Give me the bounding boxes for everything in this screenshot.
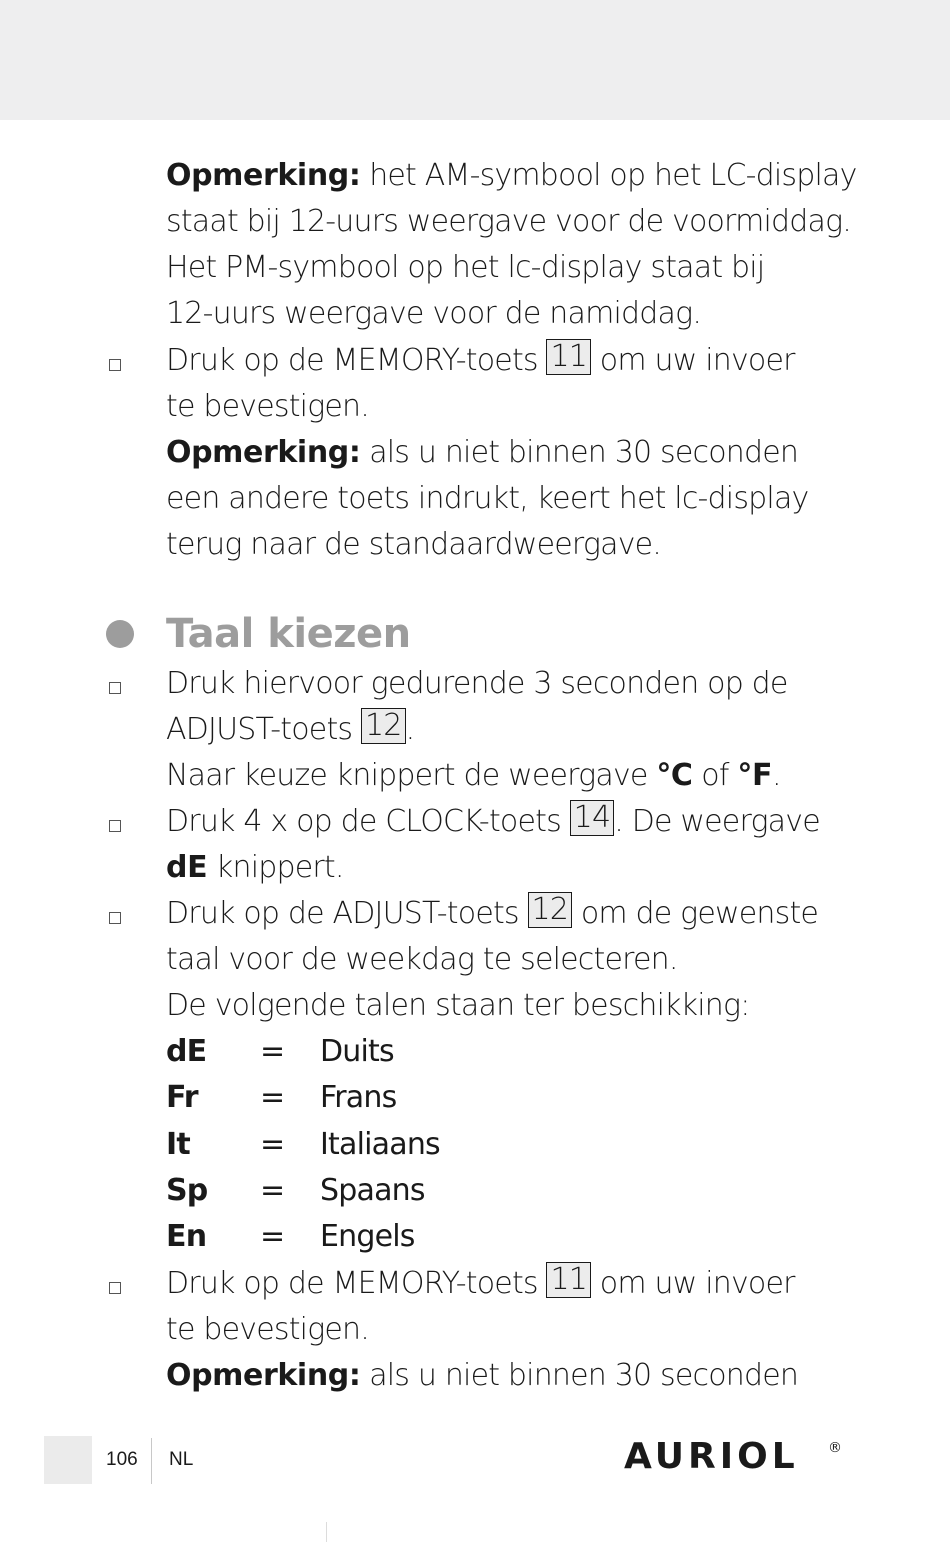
- step-line: taal voor de weekdag te selecteren.: [166, 942, 678, 977]
- step-line: De volgende talen staan ter beschikking:: [166, 988, 750, 1023]
- step-line: te bevestigen.: [166, 1312, 370, 1347]
- step-text: .: [772, 758, 781, 793]
- step-text: Druk op de MEMORY-toets: [166, 1266, 547, 1301]
- step-line: [166, 845, 344, 891]
- language-name: Frans: [320, 1080, 397, 1115]
- header-band: [0, 0, 950, 120]
- language-code: Sp: [166, 1173, 208, 1208]
- section-bullet-icon: [106, 620, 134, 648]
- note-label: Opmerking:: [166, 1358, 361, 1393]
- section-title: Taal kiezen: [166, 611, 411, 657]
- step-text: of: [692, 758, 738, 793]
- step-line: [166, 1261, 795, 1307]
- language-code: En: [166, 1219, 207, 1254]
- step-line: Druk hiervoor gedurende 3 seconden op de: [166, 666, 788, 701]
- key-number: 14: [570, 800, 615, 836]
- step-checkbox: [109, 912, 121, 924]
- language-row: [0, 1214, 950, 1260]
- step-line: [166, 799, 820, 845]
- note-line: een andere toets indrukt, keert het lc-display: [166, 481, 809, 516]
- step-text: Naar keuze knippert de weergave: [166, 758, 657, 793]
- step-text: om de gewenste: [572, 896, 819, 931]
- note-line: [166, 153, 857, 199]
- note-label: Opmerking:: [166, 158, 361, 193]
- step-text: knippert.: [207, 850, 344, 885]
- step-text: Druk op de MEMORY-toets: [166, 343, 547, 378]
- step-text: Druk 4 x op de CLOCK-toets: [166, 804, 570, 839]
- language-row: [0, 1029, 950, 1075]
- step-text: .: [405, 712, 415, 747]
- step-text: Druk op de ADJUST-toets: [166, 896, 528, 931]
- equals-sign: =: [260, 1219, 285, 1254]
- key-number: 12: [361, 708, 406, 744]
- note-line: Het PM-symbool op het lc-display staat bij: [166, 250, 765, 285]
- page-number: 106: [106, 1449, 138, 1470]
- language-name: Engels: [320, 1219, 415, 1254]
- step-text: . De weergave: [614, 804, 820, 839]
- unit-fahrenheit: °F: [737, 758, 773, 793]
- language-row: [0, 1075, 950, 1121]
- note-line: staat bij 12-uurs weergave voor de voormiddag.: [166, 204, 852, 239]
- note-line: [166, 1353, 798, 1399]
- note-text: het AM-symbool op het LC-display: [360, 158, 857, 193]
- equals-sign: =: [260, 1127, 285, 1162]
- key-number: 12: [528, 892, 573, 928]
- step-checkbox: [109, 359, 121, 371]
- step-text: ADJUST-toets: [166, 712, 361, 747]
- step-text: om uw invoer: [591, 343, 795, 378]
- language-code: dE: [166, 1034, 207, 1069]
- step-line: [166, 338, 795, 384]
- language-name: Duits: [320, 1034, 394, 1069]
- brand-logo: [624, 1434, 799, 1480]
- step-line: [166, 891, 818, 937]
- note-line: 12-uurs weergave voor de namiddag.: [166, 296, 702, 331]
- step-checkbox: [109, 682, 121, 694]
- equals-sign: =: [260, 1034, 285, 1069]
- language-row: [0, 1122, 950, 1168]
- language-row: [0, 1168, 950, 1214]
- registered-mark: ®: [828, 1440, 842, 1456]
- display-code: dE: [166, 850, 208, 885]
- language-name: Spaans: [320, 1173, 425, 1208]
- key-number: 11: [546, 1262, 591, 1298]
- step-line: [166, 707, 414, 753]
- step-checkbox: [109, 1282, 121, 1294]
- step-line: [166, 753, 781, 799]
- key-number: 11: [546, 339, 591, 375]
- note-line: [166, 430, 798, 476]
- equals-sign: =: [260, 1080, 285, 1115]
- language-code: Fr: [166, 1080, 198, 1115]
- note-label: Opmerking:: [166, 435, 361, 470]
- note-text: als u niet binnen 30 seconden: [360, 435, 799, 470]
- footer-divider: [151, 1438, 152, 1484]
- equals-sign: =: [260, 1173, 285, 1208]
- step-checkbox: [109, 820, 121, 832]
- language-code-footer: NL: [169, 1449, 194, 1470]
- brand-name: AURIOL: [624, 1436, 799, 1477]
- step-text: om uw invoer: [591, 1266, 795, 1301]
- note-text: als u niet binnen 30 seconden: [360, 1358, 799, 1393]
- unit-celsius: °C: [656, 758, 693, 793]
- language-name: Italiaans: [320, 1127, 440, 1162]
- footer-page-marker: [44, 1436, 92, 1484]
- crop-mark: [326, 1522, 327, 1542]
- step-line: te bevestigen.: [166, 389, 370, 424]
- note-line: terug naar de standaardweergave.: [166, 527, 662, 562]
- language-code: It: [166, 1127, 190, 1162]
